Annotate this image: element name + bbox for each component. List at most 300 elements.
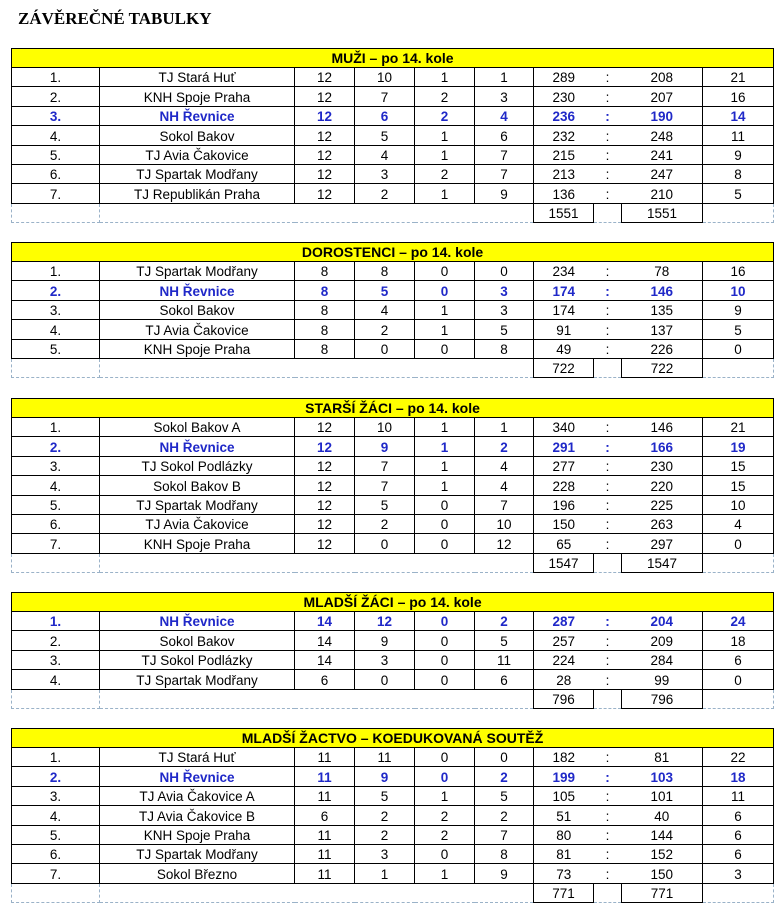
cell-losses: 6 [475, 126, 534, 145]
cell-losses: 4 [475, 106, 534, 125]
cell-team: TJ Republikán Praha [100, 184, 295, 203]
cell-played: 12 [295, 495, 355, 514]
table-row [12, 670, 774, 689]
cell-team: NH Řevnice [100, 612, 295, 631]
empty-cell [703, 689, 774, 708]
cell-draws: 2 [415, 87, 475, 106]
cell-wins: 2 [355, 320, 415, 339]
cell-team: TJ Spartak Modřany [100, 670, 295, 689]
score-separator: : [594, 87, 622, 106]
score-separator: : [594, 262, 622, 281]
score-separator: : [594, 339, 622, 358]
cell-pts: 21 [703, 68, 774, 87]
score-separator: : [594, 748, 622, 767]
cell-losses: 6 [475, 670, 534, 689]
cell-team: NH Řevnice [100, 767, 295, 786]
cell-rank: 5. [12, 825, 100, 844]
cell-pts: 0 [703, 339, 774, 358]
cell-ga: 146 [622, 281, 703, 300]
score-separator: : [594, 456, 622, 475]
cell-team: NH Řevnice [100, 106, 295, 125]
cell-draws: 0 [415, 514, 475, 533]
cell-pts: 9 [703, 300, 774, 319]
cell-losses: 3 [475, 87, 534, 106]
cell-played: 12 [295, 145, 355, 164]
cell-played: 8 [295, 339, 355, 358]
cell-draws: 1 [415, 320, 475, 339]
cell-ga: 220 [622, 476, 703, 495]
cell-wins: 11 [355, 748, 415, 767]
cell-pts: 19 [703, 437, 774, 456]
section-title: MLADŠÍ ŽÁCI – po 14. kole [12, 593, 774, 612]
total-goals-for: 1551 [534, 203, 594, 222]
cell-team: KNH Spoje Praha [100, 339, 295, 358]
score-separator: : [594, 281, 622, 300]
cell-pts: 3 [703, 864, 774, 883]
cell-team: Sokol Bakov [100, 126, 295, 145]
cell-losses: 10 [475, 514, 534, 533]
section-title: DOROSTENCI – po 14. kole [12, 243, 774, 262]
total-goals-against: 771 [622, 883, 703, 902]
totals-row [12, 883, 774, 902]
cell-gf: 287 [534, 612, 594, 631]
cell-rank: 3. [12, 650, 100, 669]
cell-draws: 0 [415, 339, 475, 358]
table-row [12, 456, 774, 475]
cell-rank: 5. [12, 339, 100, 358]
cell-draws: 0 [415, 670, 475, 689]
score-separator: : [594, 164, 622, 183]
cell-pts: 15 [703, 476, 774, 495]
cell-losses: 5 [475, 320, 534, 339]
cell-losses: 7 [475, 495, 534, 514]
section-title: MLADŠÍ ŽACTVO – KOEDUKOVANÁ SOUTĚŽ [12, 729, 774, 748]
cell-wins: 7 [355, 87, 415, 106]
cell-gf: 228 [534, 476, 594, 495]
section-header [12, 243, 774, 262]
total-goals-against: 722 [622, 358, 703, 377]
table-row [12, 126, 774, 145]
cell-pts: 14 [703, 106, 774, 125]
cell-wins: 0 [355, 339, 415, 358]
cell-losses: 1 [475, 418, 534, 437]
score-separator: : [594, 418, 622, 437]
cell-losses: 8 [475, 844, 534, 863]
cell-wins: 10 [355, 68, 415, 87]
cell-wins: 6 [355, 106, 415, 125]
empty-cell [594, 358, 622, 377]
cell-pts: 5 [703, 184, 774, 203]
cell-gf: 340 [534, 418, 594, 437]
cell-ga: 207 [622, 87, 703, 106]
score-separator: : [594, 126, 622, 145]
table-row [12, 262, 774, 281]
cell-losses: 12 [475, 534, 534, 553]
table-row [12, 495, 774, 514]
cell-draws: 1 [415, 184, 475, 203]
cell-pts: 16 [703, 87, 774, 106]
cell-pts: 5 [703, 320, 774, 339]
cell-ga: 150 [622, 864, 703, 883]
section-header [12, 729, 774, 748]
cell-draws: 0 [415, 495, 475, 514]
cell-ga: 137 [622, 320, 703, 339]
cell-played: 12 [295, 534, 355, 553]
cell-pts: 10 [703, 495, 774, 514]
cell-gf: 215 [534, 145, 594, 164]
table-row-highlighted [12, 437, 774, 456]
score-separator: : [594, 825, 622, 844]
cell-played: 12 [295, 126, 355, 145]
cell-wins: 3 [355, 650, 415, 669]
table-row [12, 339, 774, 358]
cell-ga: 208 [622, 68, 703, 87]
score-separator: : [594, 631, 622, 650]
cell-played: 12 [295, 106, 355, 125]
cell-losses: 2 [475, 437, 534, 456]
score-separator: : [594, 300, 622, 319]
score-separator: : [594, 184, 622, 203]
cell-losses: 2 [475, 767, 534, 786]
cell-losses: 3 [475, 300, 534, 319]
cell-played: 14 [295, 650, 355, 669]
cell-ga: 210 [622, 184, 703, 203]
totals-row [12, 553, 774, 572]
cell-gf: 182 [534, 748, 594, 767]
table-row [12, 418, 774, 437]
cell-ga: 209 [622, 631, 703, 650]
cell-ga: 103 [622, 767, 703, 786]
empty-cell [12, 553, 100, 572]
cell-played: 12 [295, 456, 355, 475]
score-separator: : [594, 145, 622, 164]
cell-losses: 0 [475, 748, 534, 767]
cell-rank: 7. [12, 534, 100, 553]
cell-rank: 3. [12, 300, 100, 319]
total-goals-against: 796 [622, 689, 703, 708]
cell-rank: 1. [12, 68, 100, 87]
cell-wins: 7 [355, 476, 415, 495]
cell-wins: 2 [355, 825, 415, 844]
cell-draws: 1 [415, 418, 475, 437]
cell-gf: 174 [534, 281, 594, 300]
cell-played: 12 [295, 68, 355, 87]
score-separator: : [594, 476, 622, 495]
cell-ga: 166 [622, 437, 703, 456]
cell-draws: 2 [415, 106, 475, 125]
cell-ga: 99 [622, 670, 703, 689]
cell-rank: 1. [12, 262, 100, 281]
empty-cell [100, 358, 534, 377]
cell-draws: 1 [415, 456, 475, 475]
cell-pts: 10 [703, 281, 774, 300]
total-goals-against: 1547 [622, 553, 703, 572]
cell-gf: 105 [534, 786, 594, 805]
cell-rank: 1. [12, 748, 100, 767]
cell-pts: 6 [703, 806, 774, 825]
cell-pts: 18 [703, 767, 774, 786]
empty-cell [100, 689, 534, 708]
cell-rank: 4. [12, 320, 100, 339]
table-row [12, 748, 774, 767]
cell-team: TJ Stará Huť [100, 68, 295, 87]
cell-rank: 4. [12, 806, 100, 825]
cell-played: 12 [295, 514, 355, 533]
table-row [12, 825, 774, 844]
cell-rank: 2. [12, 631, 100, 650]
cell-rank: 2. [12, 437, 100, 456]
score-separator: : [594, 534, 622, 553]
cell-gf: 199 [534, 767, 594, 786]
cell-team: KNH Spoje Praha [100, 825, 295, 844]
cell-draws: 2 [415, 164, 475, 183]
cell-played: 11 [295, 825, 355, 844]
cell-rank: 2. [12, 281, 100, 300]
score-separator: : [594, 68, 622, 87]
cell-team: TJ Spartak Modřany [100, 495, 295, 514]
totals-row [12, 358, 774, 377]
cell-draws: 1 [415, 300, 475, 319]
cell-played: 12 [295, 164, 355, 183]
cell-draws: 0 [415, 612, 475, 631]
table-row [12, 650, 774, 669]
page-title: ZÁVĚREČNÉ TABULKY [18, 9, 212, 28]
cell-ga: 78 [622, 262, 703, 281]
cell-pts: 18 [703, 631, 774, 650]
cell-pts: 11 [703, 786, 774, 805]
cell-rank: 2. [12, 767, 100, 786]
total-goals-for: 722 [534, 358, 594, 377]
cell-draws: 0 [415, 748, 475, 767]
cell-gf: 174 [534, 300, 594, 319]
table-row [12, 320, 774, 339]
empty-cell [594, 203, 622, 222]
cell-draws: 0 [415, 262, 475, 281]
cell-wins: 8 [355, 262, 415, 281]
score-separator: : [594, 106, 622, 125]
cell-team: Sokol Bakov [100, 631, 295, 650]
cell-ga: 241 [622, 145, 703, 164]
cell-rank: 7. [12, 864, 100, 883]
cell-gf: 196 [534, 495, 594, 514]
cell-team: TJ Avia Čakovice [100, 145, 295, 164]
cell-played: 11 [295, 864, 355, 883]
cell-losses: 7 [475, 145, 534, 164]
cell-team: KNH Spoje Praha [100, 87, 295, 106]
cell-draws: 0 [415, 281, 475, 300]
cell-gf: 73 [534, 864, 594, 883]
table-row [12, 631, 774, 650]
cell-wins: 1 [355, 864, 415, 883]
cell-rank: 7. [12, 184, 100, 203]
cell-played: 8 [295, 262, 355, 281]
cell-losses: 2 [475, 612, 534, 631]
cell-pts: 16 [703, 262, 774, 281]
cell-gf: 49 [534, 339, 594, 358]
cell-gf: 234 [534, 262, 594, 281]
totals-row [12, 689, 774, 708]
cell-pts: 21 [703, 418, 774, 437]
cell-draws: 0 [415, 767, 475, 786]
table-row [12, 476, 774, 495]
total-goals-for: 771 [534, 883, 594, 902]
cell-wins: 5 [355, 281, 415, 300]
cell-played: 12 [295, 418, 355, 437]
cell-wins: 4 [355, 145, 415, 164]
cell-gf: 277 [534, 456, 594, 475]
cell-team: TJ Avia Čakovice A [100, 786, 295, 805]
cell-gf: 136 [534, 184, 594, 203]
empty-cell [12, 203, 100, 222]
cell-draws: 1 [415, 476, 475, 495]
cell-ga: 40 [622, 806, 703, 825]
cell-wins: 5 [355, 495, 415, 514]
cell-team: TJ Spartak Modřany [100, 262, 295, 281]
cell-losses: 11 [475, 650, 534, 669]
cell-draws: 1 [415, 126, 475, 145]
cell-gf: 81 [534, 844, 594, 863]
cell-losses: 3 [475, 281, 534, 300]
section-header [12, 49, 774, 68]
empty-cell [703, 203, 774, 222]
cell-team: NH Řevnice [100, 281, 295, 300]
standings-table [11, 728, 774, 903]
cell-losses: 7 [475, 825, 534, 844]
cell-pts: 6 [703, 844, 774, 863]
score-separator: : [594, 864, 622, 883]
cell-draws: 0 [415, 844, 475, 863]
cell-played: 11 [295, 748, 355, 767]
score-separator: : [594, 767, 622, 786]
empty-cell [100, 883, 534, 902]
table-row-highlighted [12, 281, 774, 300]
table-row-highlighted [12, 612, 774, 631]
cell-team: TJ Sokol Podlázky [100, 456, 295, 475]
table-row [12, 534, 774, 553]
cell-played: 6 [295, 670, 355, 689]
table-row [12, 806, 774, 825]
cell-losses: 7 [475, 164, 534, 183]
empty-cell [12, 358, 100, 377]
cell-wins: 0 [355, 670, 415, 689]
cell-draws: 1 [415, 437, 475, 456]
empty-cell [12, 689, 100, 708]
cell-gf: 257 [534, 631, 594, 650]
cell-pts: 11 [703, 126, 774, 145]
cell-wins: 2 [355, 806, 415, 825]
cell-team: KNH Spoje Praha [100, 534, 295, 553]
cell-losses: 4 [475, 456, 534, 475]
table-row-highlighted [12, 767, 774, 786]
cell-rank: 6. [12, 164, 100, 183]
cell-team: TJ Spartak Modřany [100, 164, 295, 183]
score-separator: : [594, 495, 622, 514]
cell-team: NH Řevnice [100, 437, 295, 456]
cell-losses: 0 [475, 262, 534, 281]
cell-draws: 0 [415, 631, 475, 650]
cell-played: 14 [295, 612, 355, 631]
empty-cell [703, 553, 774, 572]
table-row [12, 786, 774, 805]
cell-draws: 2 [415, 825, 475, 844]
cell-pts: 0 [703, 534, 774, 553]
table-row [12, 87, 774, 106]
cell-ga: 263 [622, 514, 703, 533]
cell-ga: 226 [622, 339, 703, 358]
table-row [12, 300, 774, 319]
cell-team: Sokol Březno [100, 864, 295, 883]
cell-gf: 28 [534, 670, 594, 689]
cell-team: Sokol Bakov [100, 300, 295, 319]
cell-pts: 8 [703, 164, 774, 183]
cell-losses: 5 [475, 786, 534, 805]
cell-draws: 1 [415, 864, 475, 883]
cell-draws: 2 [415, 806, 475, 825]
section-title: STARŠÍ ŽÁCI – po 14. kole [12, 399, 774, 418]
score-separator: : [594, 670, 622, 689]
table-row [12, 514, 774, 533]
cell-losses: 5 [475, 631, 534, 650]
cell-team: TJ Avia Čakovice [100, 514, 295, 533]
empty-cell [703, 358, 774, 377]
cell-played: 8 [295, 320, 355, 339]
table-row [12, 864, 774, 883]
cell-ga: 81 [622, 748, 703, 767]
standings-table [11, 398, 774, 573]
cell-rank: 3. [12, 786, 100, 805]
cell-wins: 10 [355, 418, 415, 437]
total-goals-against: 1551 [622, 203, 703, 222]
table-row [12, 68, 774, 87]
score-separator: : [594, 437, 622, 456]
cell-wins: 12 [355, 612, 415, 631]
standings-table [11, 48, 774, 223]
cell-wins: 4 [355, 300, 415, 319]
cell-team: TJ Spartak Modřany [100, 844, 295, 863]
cell-gf: 150 [534, 514, 594, 533]
cell-wins: 0 [355, 534, 415, 553]
cell-ga: 247 [622, 164, 703, 183]
cell-wins: 9 [355, 767, 415, 786]
cell-draws: 1 [415, 68, 475, 87]
cell-rank: 1. [12, 418, 100, 437]
cell-played: 14 [295, 631, 355, 650]
table-row [12, 164, 774, 183]
score-separator: : [594, 650, 622, 669]
cell-team: Sokol Bakov A [100, 418, 295, 437]
score-separator: : [594, 786, 622, 805]
total-goals-for: 796 [534, 689, 594, 708]
empty-cell [594, 883, 622, 902]
cell-losses: 2 [475, 806, 534, 825]
cell-wins: 9 [355, 437, 415, 456]
cell-rank: 1. [12, 612, 100, 631]
cell-gf: 91 [534, 320, 594, 339]
cell-wins: 2 [355, 514, 415, 533]
cell-rank: 5. [12, 145, 100, 164]
cell-pts: 22 [703, 748, 774, 767]
cell-played: 6 [295, 806, 355, 825]
section-title: MUŽI – po 14. kole [12, 49, 774, 68]
cell-played: 12 [295, 476, 355, 495]
cell-draws: 1 [415, 145, 475, 164]
cell-pts: 4 [703, 514, 774, 533]
standings-table [11, 592, 774, 709]
cell-team: TJ Sokol Podlázky [100, 650, 295, 669]
empty-cell [100, 553, 534, 572]
empty-cell [703, 883, 774, 902]
cell-rank: 3. [12, 106, 100, 125]
